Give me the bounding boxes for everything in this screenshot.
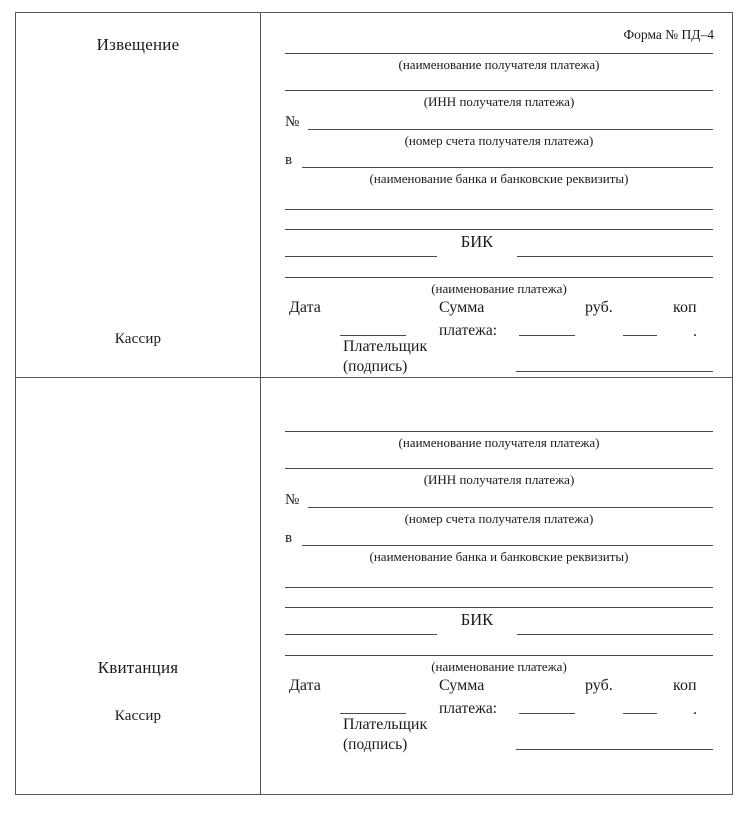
date-label: Дата: [289, 299, 321, 316]
recipient-inn-caption: (ИНН получателя платежа): [423, 471, 575, 487]
date-input-rule[interactable]: [340, 335, 406, 336]
rubles-label: руб.: [585, 299, 613, 316]
amount-label-line2: платежа:: [439, 699, 498, 717]
recipient-inn-input-rule[interactable]: [285, 90, 713, 91]
account-number-caption: (номер счета получателя платежа): [404, 133, 594, 148]
payment-name-caption: (наименование платежа): [431, 658, 567, 674]
bank-name-caption: (наименование банка и банковские реквизиты): [369, 171, 629, 186]
receipt-body-column: [261, 378, 732, 794]
recipient-inn-caption: (ИНН получателя платежа): [423, 94, 575, 109]
kopecks-separator: .: [693, 323, 697, 340]
signature-caption: (подпись): [343, 735, 408, 753]
section-title-notice: Извещение: [96, 35, 180, 54]
bank-prefix: в: [285, 152, 293, 168]
rubles-label: руб.: [585, 676, 613, 694]
date-label: Дата: [289, 676, 321, 694]
payment-name-caption: (наименование платежа): [431, 281, 567, 296]
correspondent-account-rule[interactable]: [285, 229, 713, 230]
bank-details-extra-rule[interactable]: [285, 209, 713, 210]
date-input-rule[interactable]: [340, 713, 406, 714]
bik-value-rule[interactable]: [517, 634, 713, 635]
kopecks-label: коп: [673, 676, 697, 694]
account-number-input-rule[interactable]: [308, 507, 713, 508]
bik-left-rule[interactable]: [285, 634, 437, 635]
notice-label-column: [16, 13, 261, 377]
account-number-prefix: №: [285, 114, 300, 130]
bank-name-input-rule[interactable]: [302, 167, 713, 168]
signature-input-rule[interactable]: [516, 749, 713, 750]
correspondent-account-rule[interactable]: [285, 607, 713, 608]
rubles-input-rule[interactable]: [519, 713, 575, 714]
kopecks-input-rule[interactable]: [623, 713, 657, 714]
recipient-name-input-rule[interactable]: [285, 53, 713, 54]
kopecks-input-rule[interactable]: [623, 335, 657, 336]
amount-label-line1: Сумма: [439, 676, 485, 694]
payment-name-input-rule[interactable]: [285, 655, 713, 656]
bank-name-caption: (наименование банка и банковские реквизиты): [369, 548, 629, 564]
recipient-name-caption: (наименование получателя платежа): [398, 57, 600, 72]
amount-label-line1: Сумма: [439, 299, 485, 316]
amount-label-line2: платежа:: [439, 322, 498, 339]
notice-body-column: [261, 13, 732, 377]
bank-name-input-rule[interactable]: [302, 545, 713, 546]
signature-input-rule[interactable]: [516, 371, 713, 372]
bik-label: БИК: [460, 609, 494, 629]
payer-label: Плательщик: [343, 715, 428, 733]
kopecks-separator: .: [693, 700, 697, 718]
cashier-label-notice: Кассир: [114, 331, 162, 347]
bik-label: БИК: [460, 232, 494, 251]
recipient-name-input-rule[interactable]: [285, 431, 713, 432]
signature-caption: (подпись): [343, 358, 408, 375]
recipient-inn-input-rule[interactable]: [285, 468, 713, 469]
account-number-caption: (номер счета получателя платежа): [404, 510, 594, 526]
payment-name-input-rule[interactable]: [285, 277, 713, 278]
section-title-receipt: Квитанция: [97, 657, 179, 677]
recipient-name-caption: (наименование получателя платежа): [398, 434, 600, 450]
cashier-label-receipt: Кассир: [114, 707, 162, 724]
notice-section: [16, 13, 732, 378]
receipt-section: [16, 378, 732, 794]
bik-value-rule[interactable]: [517, 256, 713, 257]
bank-prefix: в: [285, 529, 293, 546]
kopecks-label: коп: [673, 299, 697, 316]
payment-form-sheet: [15, 12, 733, 795]
account-number-prefix: №: [285, 491, 300, 508]
payer-label: Плательщик: [343, 338, 428, 355]
account-number-input-rule[interactable]: [308, 129, 713, 130]
form-number-title: Форма № ПД–4: [623, 27, 714, 42]
receipt-label-column: [16, 378, 261, 794]
bank-details-extra-rule[interactable]: [285, 587, 713, 588]
bik-left-rule[interactable]: [285, 256, 437, 257]
rubles-input-rule[interactable]: [519, 335, 575, 336]
